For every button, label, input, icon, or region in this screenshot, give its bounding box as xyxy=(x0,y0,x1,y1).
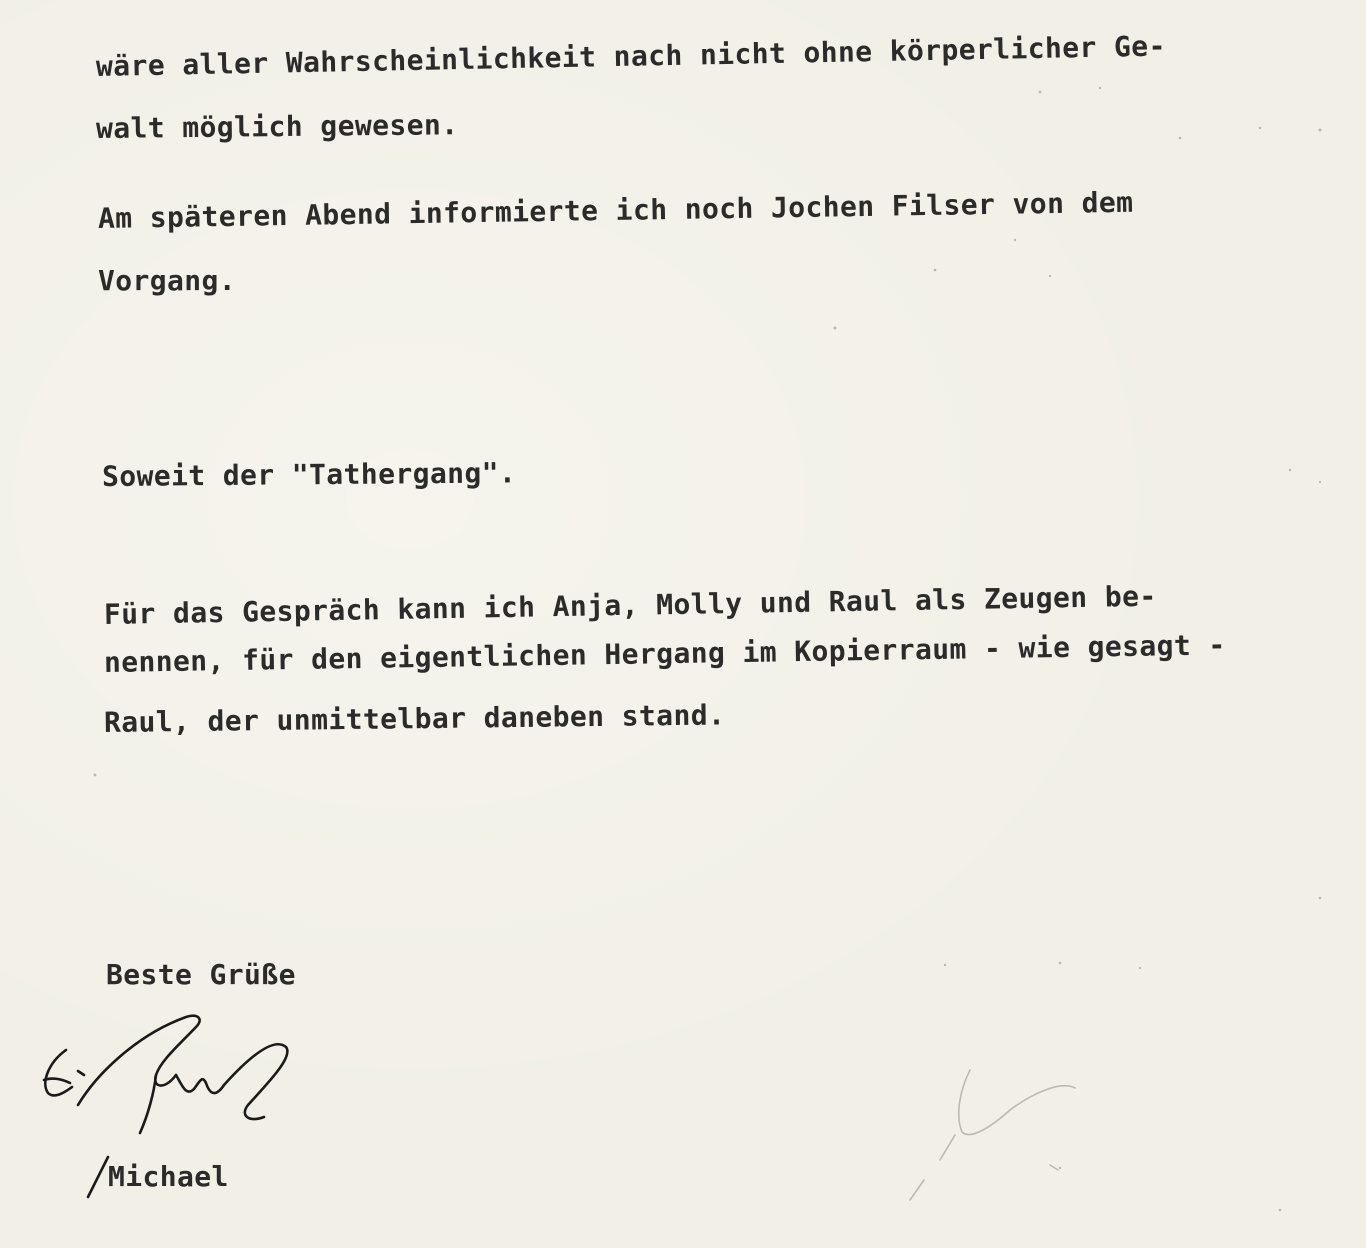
body-line-5: Soweit der "Tathergang". xyxy=(101,456,517,493)
body-line-7: nennen, für den eigentlichen Hergang im Kopierraum - wie gesagt - xyxy=(103,628,1226,679)
signer-name: Michael xyxy=(108,1160,229,1193)
body-line-6: Für das Gespräch kann ich Anja, Molly und Raul als Zeugen be- xyxy=(103,579,1157,631)
bleed-through-signature xyxy=(900,1040,1100,1210)
body-line-1: wäre aller Wahrscheinlichkeit nach nicht ohne körperlicher Ge- xyxy=(95,29,1167,83)
body-line-2: walt möglich gewesen. xyxy=(95,108,459,145)
body-line-3: Am späteren Abend informierte ich noch Jochen Filser von dem xyxy=(97,185,1134,235)
body-line-8: Raul, der unmittelbar daneben stand. xyxy=(103,698,726,739)
closing-line: Beste Grüße xyxy=(106,958,296,991)
body-line-4: Vorgang. xyxy=(98,264,237,297)
